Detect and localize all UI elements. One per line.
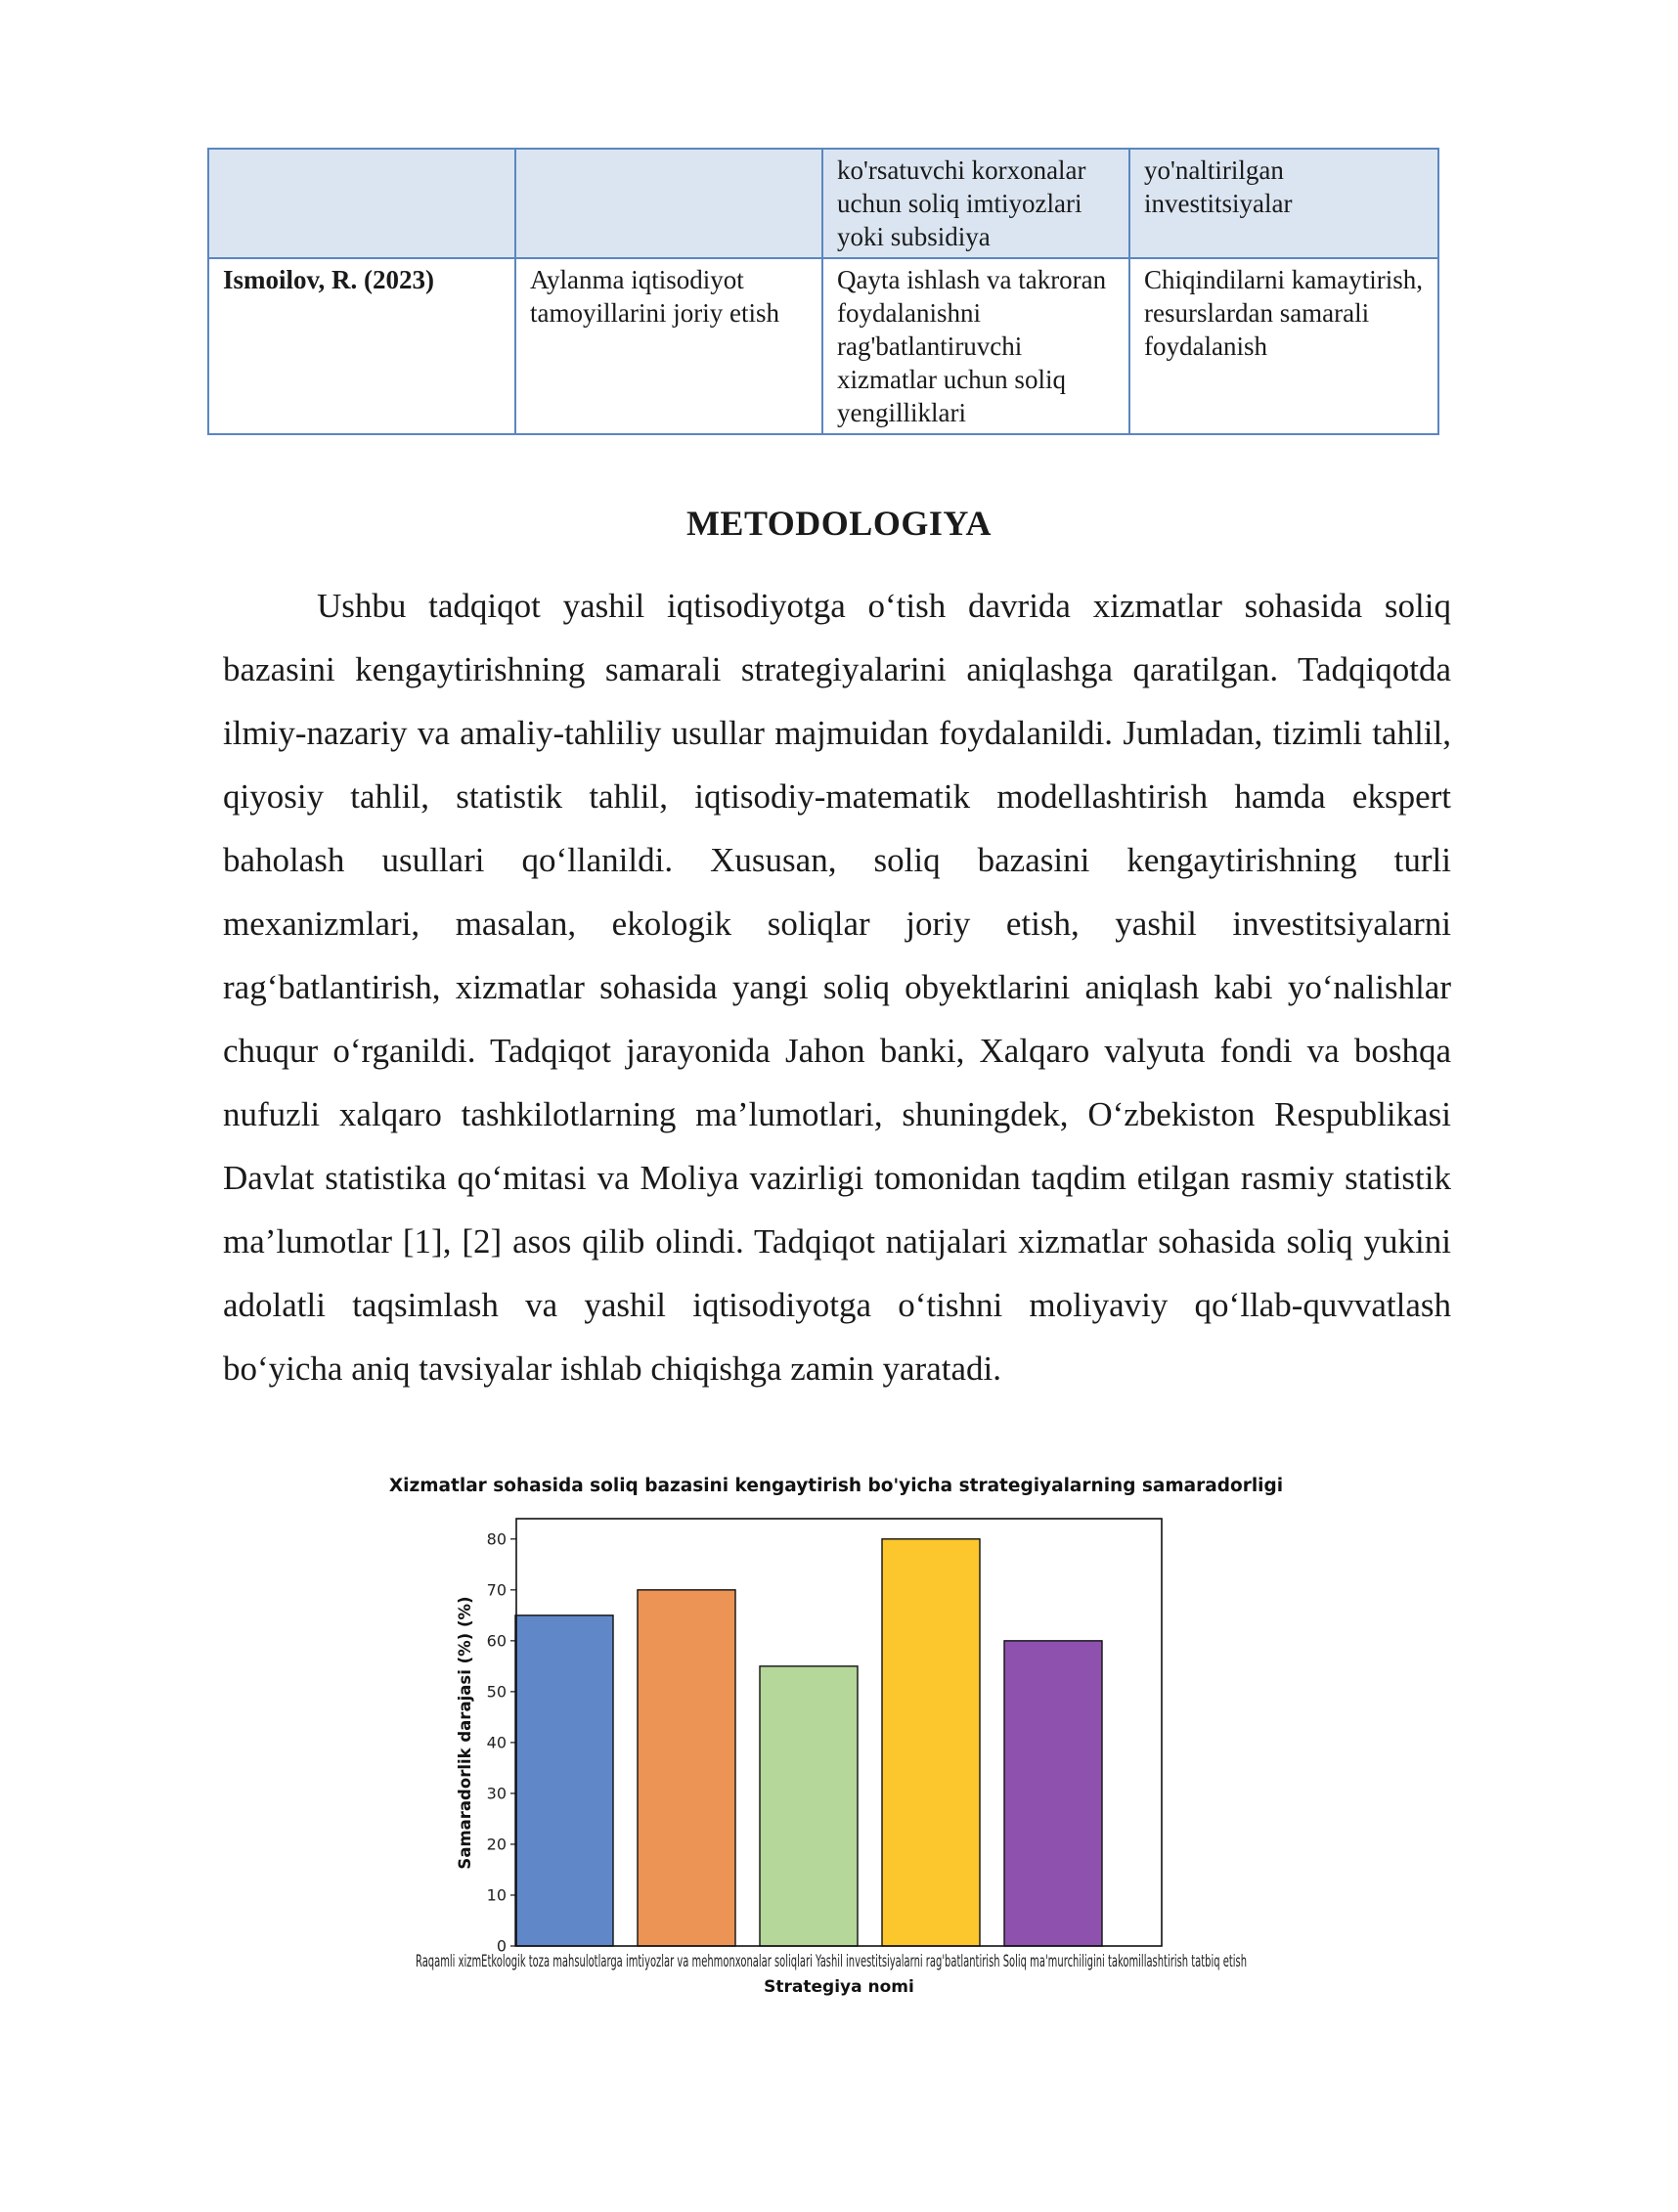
bar-chart <box>372 1467 1301 2014</box>
table-row <box>208 149 1438 258</box>
y-tick-label: 50 <box>486 1682 507 1702</box>
table-cell: Qayta ishlash va takroran foydalanishni rag'batlantiruvchi xizmatlar uchun soliq yengilliklari <box>822 258 1129 434</box>
chart-bar <box>1004 1641 1102 1946</box>
y-tick-label: 30 <box>486 1784 507 1803</box>
chart-bar <box>882 1539 980 1946</box>
chart-bar <box>515 1615 613 1946</box>
y-tick-label: 20 <box>486 1835 507 1854</box>
y-tick-label: 60 <box>486 1631 507 1651</box>
y-tick-label: 70 <box>486 1580 507 1600</box>
table-cell: yo'naltirilgan investitsiyalar <box>1129 149 1438 258</box>
chart-title: Xizmatlar sohasida soliq bazasini kengaytirish bo'yicha strategiyalarning samaradorligi <box>388 1476 1284 1496</box>
table-cell: Chiqindilarni kamaytirish, resurslardan samarali foydalanish <box>1129 258 1438 434</box>
table-cell: Aylanma iqtisodiyot tamoyillarini joriy etish <box>515 258 822 434</box>
y-tick-label: 80 <box>486 1529 507 1549</box>
table-cell <box>208 149 515 258</box>
y-tick-label: 0 <box>496 1936 507 1956</box>
y-axis-label: Samaradorlik darajasi (%) (%) <box>456 1596 474 1870</box>
x-tick-labels: Raqamli xizmEtkologik toza mahsulotlarga imtiyozlar va mehmonxonalar soliqlari Yashil investitsiyalarni rag'batlantirish Soliq ma'murchiligini takomillashtirish tatbiq etish <box>416 1952 1247 1970</box>
table-cell-author: Ismoilov, R. (2023) <box>208 258 515 434</box>
table-cell <box>515 149 822 258</box>
y-tick-label: 10 <box>486 1885 507 1905</box>
table-row <box>208 258 1438 434</box>
chart-bar <box>638 1590 735 1946</box>
literature-table <box>207 148 1439 435</box>
table-cell: ko'rsatuvchi korxonalar uchun soliq imtiyozlari yoki subsidiya <box>822 149 1129 258</box>
section-title: METODOLOGIYA <box>685 504 993 543</box>
body-paragraph: Ushbu tadqiqot yashil iqtisodiyotga o‘tish davrida xizmatlar sohasida soliq bazasini kengaytirishning samarali strategiyalarini aniqlashga qaratilgan. Tadqiqotda ilmiy-nazariy va amaliy-tahliliy usullar majmuidan foydalanildi. Jumladan, tizimli tahlil, qiyosiy tahlil, statistik tahlil, iqtisodiy-matematik modellashtirish hamda ekspert baholash usullari qo‘llanildi. Xususan, soliq bazasini kengaytirishning turli mexanizmlari, masalan, ekologik soliqlar joriy etish, yashil investitsiyalarni rag‘batlantirish, xizmatlar sohasida yangi soliq obyektlarini aniqlash kabi yo‘nalishlar chuqur o‘rganildi. Tadqiqot jarayonida Jahon banki, Xalqaro valyuta fondi va boshqa nufuzli xalqaro tashkilotlarning ma’lumotlari, shuningdek, O‘zbekiston Respublikasi Davlat statistika qo‘mitasi va Moliya vazirligi tomonidan taqdim etilgan rasmiy statistik ma’lumotlar [1], [2] asos qilib olindi. Tadqiqot natijalari xizmatlar sohasida soliq yukini adolatli taqsimlash va yashil iqtisodiyotga o‘tishni moliyaviy qo‘llab-quvvatlash bo‘yicha aniq tavsiyalar ishlab chiqishga zamin yaratadi. <box>223 587 1451 1388</box>
y-tick-label: 40 <box>486 1733 507 1752</box>
x-axis-label: Strategiya nomi <box>764 1977 914 1997</box>
chart-figure <box>372 1467 1301 2014</box>
chart-bar <box>760 1666 858 1946</box>
